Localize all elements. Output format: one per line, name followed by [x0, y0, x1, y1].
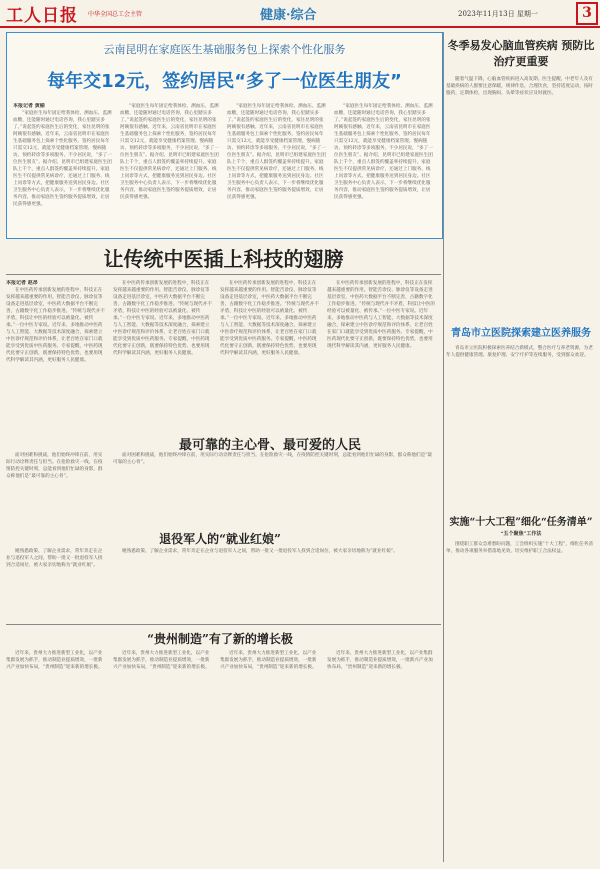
- article2-byline: 本报记者 赵昂: [6, 280, 38, 286]
- article3-body: 面对困难和挑战，他们始终冲锋在前，用实际行动诠释责任与担当。在抢险救灾一线，在疫情防控关键时刻，总能看到他们忙碌的身影，群众称他们是“最可靠的主心骨”。: [6, 453, 103, 479]
- article5-column-1: [6, 650, 106, 862]
- newspaper-logo: 工人日报: [6, 6, 78, 26]
- article3-column-1: [6, 452, 106, 522]
- feature-subtitle: 云南昆明在家庭医生基础服务包上探索个性化服务: [103, 43, 346, 56]
- article4-column-1: [6, 548, 106, 618]
- divider: [6, 274, 441, 275]
- article-headline: 让传统中医插上科技的翅膀: [103, 247, 344, 271]
- article3-column-2: [113, 452, 433, 522]
- article3-body-cont: 面对困难和挑战，他们始终冲锋在前，用实际行动诠释责任与担当。在抢险救灾一线，在疫情防控关键时刻，总能看到他们忙碌的身影，群众称他们是“最可靠的主心骨”。: [113, 453, 433, 465]
- sidebar-body-1-text: 随着气温下降，心脑血管疾病进入高发期。医生提醒，中老年人及有基础疾病的人群要注意保暖，规律作息，合理饮食，坚持适度运动，按时服药，定期体检，出现胸闷、头晕等症状应及时就医。: [446, 77, 594, 96]
- article-headline: 最可靠的主心骨、最可爱的人民: [178, 438, 361, 453]
- article2-body: 在中医药传承创新发展的进程中，科技正在发挥越来越重要的作用。智能舌诊仪、脉诊仪等设备走进基层诊室，中医药大数据平台不断完善，古籍数字化工作稳步推进。“传统与现代并不矛盾，科技让中医的经验可以被量化、被传承。”一位中医专家说。近年来，多地推动中医药与人工智能、大数据等技术深度融合，探索建立中医诊疗规范和评价体系，让老百姓在家门口就能享受到优质中医药服务。专家提醒，中医药现代化要守正创新，既要保持特色优势，也要用现代科学解读其内涵，更好服务人民健康。: [6, 288, 105, 363]
- article2-body-cont: 在中医药传承创新发展的进程中，科技正在发挥越来越重要的作用。智能舌诊仪、脉诊仪等设备走进基层诊室，中医药大数据平台不断完善，古籍数字化工作稳步推进。“传统与现代并不矛盾，科技让中医的经验可以被量化、被传承。”一位中医专家说。近年来，多地推动中医药与人工智能、大数据等技术深度融合，探索建立中医诊疗规范和评价体系，让老百姓在家门口就能享受到优质中医药服务。专家提醒，中医药现代化要守正创新，既要保持特色优势，也要用现代科学解读其内涵，更好服务人民健康。: [220, 281, 319, 356]
- feature-body: “家庭医生每年固定给我体检、测血压、监测血糖，还能随时通过电话咨询，我心里踏实多了。”说起签约家庭医生后的变化，家住昆明的张阿姨很有感触。近年来，云南省昆明市在家庭医生基础服务包上探索个性化服务，签约居民每年只需交12元，就能享受健康档案管理、慢病随访、预约转诊等多项服务，不少居民说，“多了一位医生朋友”。据介绍，昆明市已组建家庭医生团队上千个，重点人群签约覆盖率持续提升。家庭医生不仅提供常见病诊疗，还通过上门服务、线上问诊等方式，把健康服务送到居民身边。社区卫生服务中心负责人表示，下一步将继续优化服务内容，推动家庭医生签约服务提质增效，让居民获得感更强。: [13, 111, 112, 207]
- sidebar-subheading-3: “五个聚焦”工作法: [500, 531, 542, 537]
- feature-body-cont: “家庭医生每年固定给我体检、测血压、监测血糖，还能随时通过电话咨询，我心里踏实多了。”说起签约家庭医生后的变化，家住昆明的张阿姨很有感触。近年来，云南省昆明市在家庭医生基础服务包上探索个性化服务，签约居民每年只需交12元，就能享受健康档案管理、慢病随访、预约转诊等多项服务，不少居民说，“多了一位医生朋友”。据介绍，昆明市已组建家庭医生团队上千个，重点人群签约覆盖率持续提升。家庭医生不仅提供常见病诊疗，还通过上门服务、线上问诊等方式，把健康服务送到居民身边。社区卫生服务中心负责人表示，下一步将继续优化服务内容，推动家庭医生签约服务提质增效，让居民获得感更强。: [227, 104, 326, 200]
- masthead: [0, 0, 600, 28]
- feature-column-1: [13, 103, 113, 233]
- article-headline: “贵州制造”有了新的增长极: [147, 632, 293, 646]
- page-number: 3: [576, 2, 598, 25]
- section-title: 健康·综合: [260, 8, 317, 23]
- feature-column-4: [334, 103, 434, 233]
- sidebar-headline-3: 实施“十大工程”细化“任务清单”: [449, 517, 593, 528]
- sidebar-body-3-text: 围绕职工群众急难愁盼问题，工会组织实施“十大工程”，细化任务清单，推动各项服务举措落地见效，切实维护职工合法权益。: [446, 542, 593, 554]
- feature-byline: 本报记者 黄榆: [13, 103, 45, 109]
- column-divider: [443, 32, 444, 862]
- article5-body-cont: 近年来，贵州大力推进新型工业化，以产业集群发展为抓手，推动制造业提质增效，一批新兴产业加快布局，“贵州制造”迎来新的增长极。: [220, 651, 317, 670]
- feature-body-cont: “家庭医生每年固定给我体检、测血压、监测血糖，还能随时通过电话咨询，我心里踏实多了。”说起签约家庭医生后的变化，家住昆明的张阿姨很有感触。近年来，云南省昆明市在家庭医生基础服务包上探索个性化服务，签约居民每年只需交12元，就能享受健康档案管理、慢病随访、预约转诊等多项服务，不少居民说，“多了一位医生朋友”。据介绍，昆明市已组建家庭医生团队上千个，重点人群签约覆盖率持续提升。家庭医生不仅提供常见病诊疗，还通过上门服务、线上问诊等方式，把健康服务送到居民身边。社区卫生服务中心负责人表示，下一步将继续优化服务内容，推动家庭医生签约服务提质增效，让居民获得感更强。: [120, 104, 219, 200]
- article2-body-cont: 在中医药传承创新发展的进程中，科技正在发挥越来越重要的作用。智能舌诊仪、脉诊仪等设备走进基层诊室，中医药大数据平台不断完善，古籍数字化工作稳步推进。“传统与现代并不矛盾，科技让中医的经验可以被量化、被传承。”一位中医专家说。近年来，多地推动中医药与人工智能、大数据等技术深度融合，探索建立中医诊疗规范和评价体系，让老百姓在家门口就能享受到优质中医药服务。专家提醒，中医药现代化要守正创新，既要保持特色优势，也要用现代科学解读其内涵，更好服务人民健康。: [113, 281, 212, 356]
- article4-body: 她熟悉政策、了解企业需求，常年奔走在企业与退役军人之间，帮助一批又一批退役军人找到合适岗位，被大家亲切地称为“就业红娘”。: [6, 549, 103, 568]
- article2-column-3: [220, 280, 320, 430]
- feature-column-3: [227, 103, 327, 233]
- sidebar-body-3: [446, 541, 596, 781]
- article2-column-4: [327, 280, 437, 430]
- sidebar-body-2: [446, 345, 596, 505]
- article5-body: 近年来，贵州大力推进新型工业化，以产业集群发展为抓手，推动制造业提质增效，一批新兴产业加快布局，“贵州制造”迎来新的增长极。: [6, 651, 103, 670]
- sidebar-headline-2: 青岛市立医院探索建立医养服务: [451, 328, 591, 339]
- sidebar-body-2-text: 青岛市立医院积极探索医养结合新模式，整合医疗与养老资源，为老年人提供健康管理、康复护理、安宁疗护等连续服务，受到群众欢迎。: [446, 346, 593, 358]
- article5-body-cont: 近年来，贵州大力推进新型工业化，以产业集群发展为抓手，推动制造业提质增效，一批新兴产业加快布局，“贵州制造”迎来新的增长极。: [113, 651, 210, 670]
- article5-body-cont: 近年来，贵州大力推进新型工业化，以产业集群发展为抓手，推动制造业提质增效，一批新兴产业加快布局，“贵州制造”迎来新的增长极。: [327, 651, 433, 670]
- article5-column-2: [113, 650, 213, 862]
- article5-column-3: [220, 650, 320, 862]
- article-headline: 退役军人的“就业红娘”: [159, 532, 281, 546]
- feature-headline: 每年交12元，签约居民“多了一位医生朋友”: [47, 71, 402, 92]
- article2-column-2: [113, 280, 213, 430]
- feature-body-cont: “家庭医生每年固定给我体检、测血压、监测血糖，还能随时通过电话咨询，我心里踏实多了。”说起签约家庭医生后的变化，家住昆明的张阿姨很有感触。近年来，云南省昆明市在家庭医生基础服务包上探索个性化服务，签约居民每年只需交12元，就能享受健康档案管理、慢病随访、预约转诊等多项服务，不少居民说，“多了一位医生朋友”。据介绍，昆明市已组建家庭医生团队上千个，重点人群签约覆盖率持续提升。家庭医生不仅提供常见病诊疗，还通过上门服务、线上问诊等方式，把健康服务送到居民身边。社区卫生服务中心负责人表示，下一步将继续优化服务内容，推动家庭医生签约服务提质增效，让居民获得感更强。: [334, 104, 433, 200]
- issue-date: 2023年11月13日 星期一: [458, 10, 538, 18]
- article5-column-4: [327, 650, 437, 862]
- divider: [6, 624, 441, 625]
- right-sidebar: [446, 32, 596, 862]
- sidebar-body-1: [446, 76, 596, 316]
- article2-column-1: [6, 280, 106, 430]
- article4-body-cont: 她熟悉政策、了解企业需求，常年奔走在企业与退役军人之间，帮助一批又一批退役军人找到合适岗位，被大家亲切地称为“就业红娘”。: [122, 549, 398, 554]
- feature-article-box: [6, 32, 443, 239]
- article4-column-2: [113, 548, 433, 618]
- article2-body-cont: 在中医药传承创新发展的进程中，科技正在发挥越来越重要的作用。智能舌诊仪、脉诊仪等设备走进基层诊室，中医药大数据平台不断完善，古籍数字化工作稳步推进。“传统与现代并不矛盾，科技让中医的经验可以被量化、被传承。”一位中医专家说。近年来，多地推动中医药与人工智能、大数据等技术深度融合，探索建立中医诊疗规范和评价体系，让老百姓在家门口就能享受到优质中医药服务。专家提醒，中医药现代化要守正创新，既要保持特色优势，也要用现代科学解读其内涵，更好服务人民健康。: [327, 281, 436, 349]
- publisher-line: 中华全国总工会主管: [88, 11, 143, 18]
- sidebar-headline-1: 冬季易发心脑血管疾病 预防比治疗更重要: [447, 39, 595, 68]
- feature-column-2: [120, 103, 220, 233]
